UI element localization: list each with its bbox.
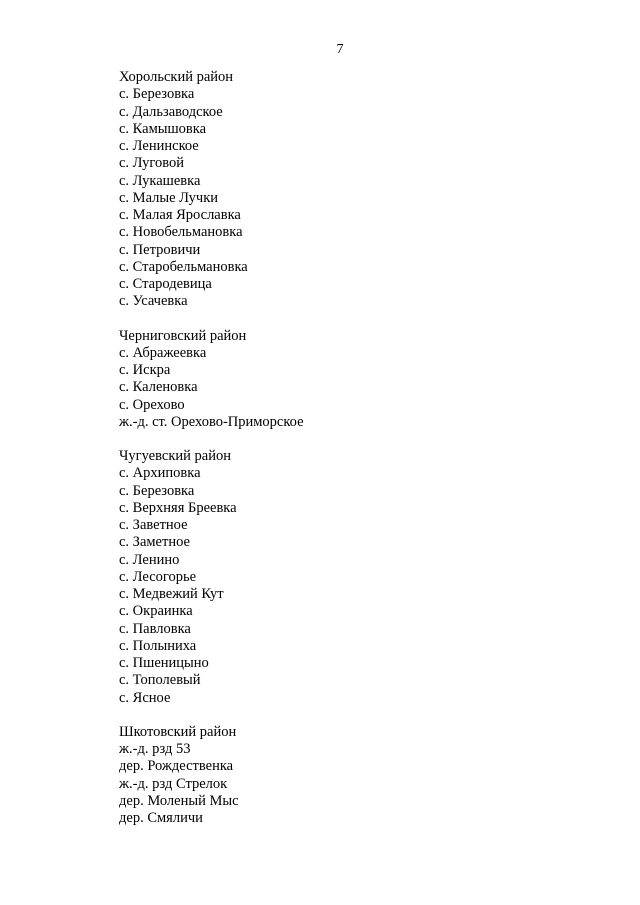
section-khorolsky: [119, 69, 599, 311]
list-item: с. Абражеевка: [119, 344, 207, 361]
list-item: с. Новобельмановка: [119, 224, 243, 241]
list-item: ж.-д. рзд Стрелок: [119, 775, 228, 792]
document-body: [119, 69, 599, 844]
list-item: с. Архиповка: [119, 465, 201, 482]
list-item: с. Пшеницыно: [119, 655, 209, 671]
list-item: с. Дальзаводское: [119, 103, 223, 120]
list-item: с. Березовка: [119, 86, 195, 103]
list-item: с. Заветное: [119, 517, 188, 533]
list-item: с. Медвежий Кут: [119, 586, 224, 602]
list-item: с. Малые Лучки: [119, 189, 219, 206]
list-item: с. Каленовка: [119, 379, 198, 396]
section-title: Шкотовский район: [119, 723, 237, 740]
list-item: с. Лукашевка: [119, 172, 201, 189]
list-item: с. Орехово: [119, 396, 185, 413]
list-item: дер. Моленый Мыс: [119, 792, 239, 809]
list-item: с. Ленино: [119, 551, 180, 568]
list-item: дер. Смяличи: [119, 810, 203, 826]
list-item: с. Полыниха: [119, 637, 197, 654]
list-item: с. Усачевка: [119, 293, 188, 310]
list-item: с. Тополевый: [119, 672, 201, 689]
section-title: Чугуевский район: [119, 448, 231, 464]
list-item: с. Лесогорье: [119, 568, 197, 585]
list-item: с. Березовка: [119, 482, 195, 499]
section-title: Хорольский район: [119, 69, 234, 85]
list-item: ж.-д. ст. Орехово-Приморское: [119, 413, 304, 430]
list-item: с. Камышовка: [119, 120, 207, 137]
list-item: с. Петровичи: [119, 241, 201, 258]
list-item: с. Луговой: [119, 155, 185, 172]
list-item: с. Окраинка: [119, 603, 193, 620]
list-item: с. Искра: [119, 362, 171, 378]
list-item: дер. Рождественка: [119, 758, 234, 775]
list-item: с. Ленинское: [119, 138, 199, 154]
list-item: с. Заметное: [119, 534, 190, 551]
list-item: с. Ясное: [119, 689, 171, 706]
list-item: с. Верхняя Бреевка: [119, 499, 237, 516]
section-chuguevsky: [119, 448, 599, 707]
section-chernigovsky: [119, 328, 599, 432]
list-item: ж.-д. рзд 53: [119, 741, 191, 757]
section-title: Черниговский район: [119, 327, 247, 344]
list-item: с. Павловка: [119, 620, 191, 637]
list-item: с. Малая Ярославка: [119, 207, 241, 223]
list-item: с. Старобельмановка: [119, 258, 248, 275]
list-item: с. Стародевица: [119, 276, 212, 292]
section-shkotovsky: [119, 724, 599, 828]
page-number: 7: [336, 42, 344, 57]
